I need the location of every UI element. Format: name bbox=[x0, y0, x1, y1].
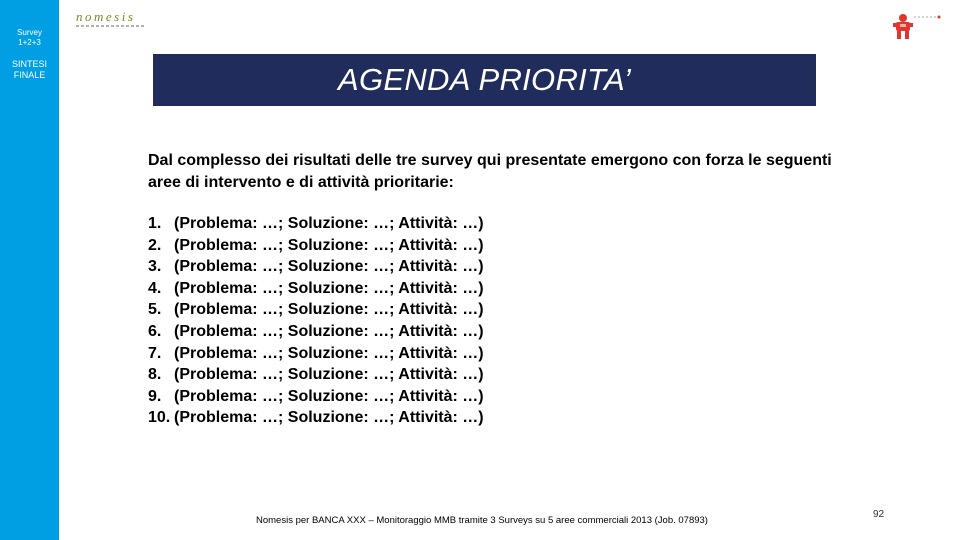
agenda-item-number: 5. bbox=[148, 301, 162, 319]
agenda-item-text: (Problema: …; Soluzione: …; Attività: …) bbox=[174, 258, 484, 276]
page-number: 92 bbox=[873, 509, 885, 520]
agenda-item-text: (Problema: …; Soluzione: …; Attività: …) bbox=[174, 344, 484, 362]
agenda-item bbox=[148, 321, 484, 343]
agenda-item bbox=[148, 407, 484, 429]
agenda-item-number: 6. bbox=[148, 322, 162, 340]
agenda-item-text: (Problema: …; Soluzione: …; Attività: …) bbox=[174, 215, 484, 232]
survey-label: Survey 1+2+3 bbox=[17, 28, 42, 47]
agenda-item bbox=[148, 256, 484, 278]
agenda-item-number: 4. bbox=[148, 279, 162, 297]
title-banner bbox=[153, 54, 816, 106]
section-label: SINTESI FINALE bbox=[11, 59, 47, 80]
agenda-item-text: (Problema: …; Soluzione: …; Attività: …) bbox=[174, 322, 484, 340]
mascot-figure-icon bbox=[890, 12, 942, 40]
agenda-item-number: 9. bbox=[148, 387, 162, 405]
agenda-item-text: (Problema: …; Soluzione: …; Attività: …) bbox=[174, 279, 484, 297]
agenda-item bbox=[148, 213, 484, 235]
agenda-item bbox=[148, 364, 484, 386]
nomesis-logo: nomesis bbox=[76, 10, 148, 28]
left-sidebar bbox=[0, 0, 59, 540]
agenda-item-text: (Problema: …; Soluzione: …; Attività: …) bbox=[174, 236, 484, 254]
agenda-item-number: 2. bbox=[148, 236, 162, 254]
logo-tagline-decoration bbox=[76, 25, 144, 27]
agenda-item bbox=[148, 386, 484, 408]
agenda-item bbox=[148, 278, 484, 300]
agenda-item-text: (Problema: …; Soluzione: …; Attività: …) bbox=[174, 387, 484, 405]
agenda-item bbox=[148, 343, 484, 365]
agenda-item-number: 8. bbox=[148, 366, 162, 384]
footer-note: Nomesis per BANCA XXX – Monitoraggio MMB tramite 3 Surveys su 5 aree commerciali 2013 (Job. 07893) bbox=[256, 515, 708, 526]
agenda-list bbox=[148, 213, 484, 429]
agenda-item bbox=[148, 235, 484, 257]
agenda-item-number: 1. bbox=[148, 215, 162, 232]
page-title: AGENDA PRIORITA’ bbox=[337, 62, 632, 97]
intro-paragraph: Dal complesso dei risultati delle tre survey qui presentate emergono con forza le seguenti aree di intervento e di attività prioritarie: bbox=[148, 152, 832, 191]
agenda-item-number: 3. bbox=[148, 258, 162, 276]
agenda-item-number: 7. bbox=[148, 344, 162, 362]
agenda-item-text: (Problema: …; Soluzione: …; Attività: …) bbox=[174, 366, 484, 384]
agenda-item-text: (Problema: …; Soluzione: …; Attività: …) bbox=[174, 301, 484, 319]
agenda-item-number: 10. bbox=[148, 409, 171, 427]
agenda-item-text: (Problema: …; Soluzione: …; Attività: …) bbox=[174, 409, 484, 427]
agenda-item bbox=[148, 299, 484, 321]
